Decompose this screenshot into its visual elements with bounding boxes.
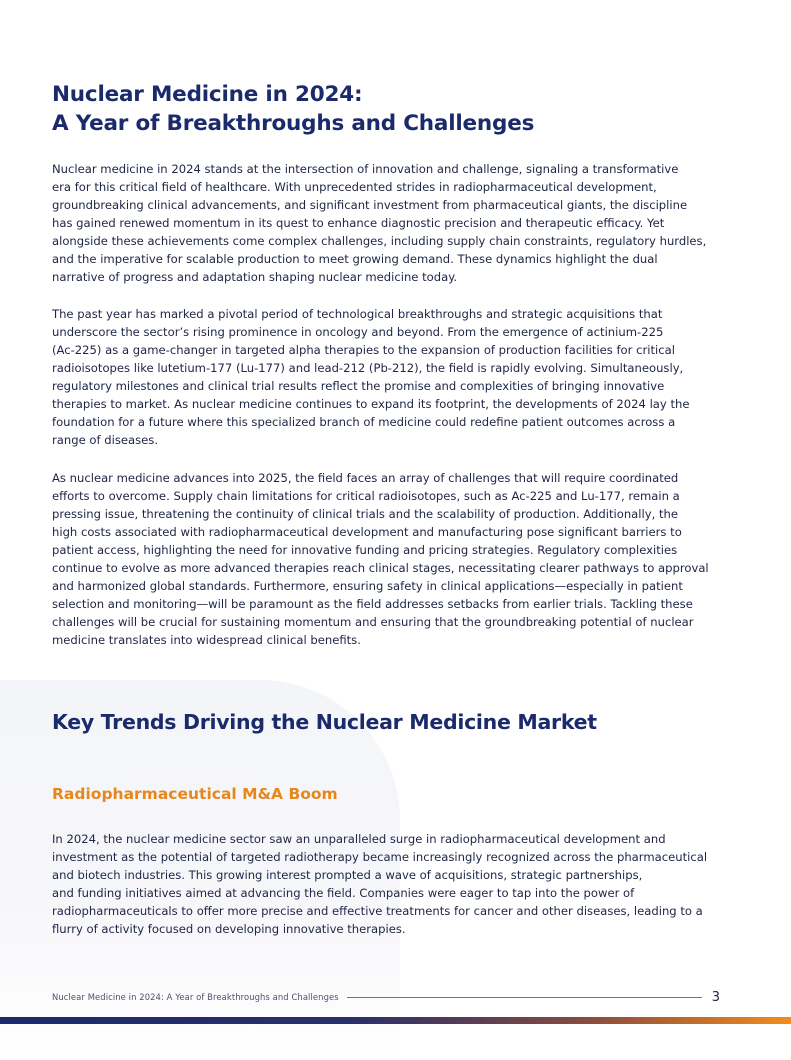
paragraph-line: challenges will be crucial for sustaining momentum and ensuring that the groundbreaking potential of nuclear bbox=[52, 615, 694, 630]
subsection-heading: Radiopharmaceutical M&A Boom bbox=[52, 785, 338, 803]
paragraph-line: regulatory milestones and clinical trial results reflect the promise and complexities of bringing innovative bbox=[52, 379, 665, 394]
paragraph-line: As nuclear medicine advances into 2025, the field faces an array of challenges that will require coordinated bbox=[52, 471, 679, 485]
paragraph-line: underscore the sector’s rising prominence in oncology and beyond. From the emergence of actinium-225 bbox=[52, 325, 664, 340]
second-paragraph bbox=[52, 305, 744, 449]
paragraph-line: continue to evolve as more advanced therapies reach clinical stages, necessitating clearer pathways to approval bbox=[52, 561, 709, 576]
paragraph-line: flurry of activity focused on developing innovative therapies. bbox=[52, 922, 406, 937]
paragraph-line: and the imperative for scalable production to meet growing demand. These dynamics highlight the dual bbox=[52, 252, 658, 267]
paragraph-line: In 2024, the nuclear medicine sector saw an unparalleled surge in radiopharmaceutical development and bbox=[52, 832, 666, 846]
paragraph-line: (Ac-225) as a game-changer in targeted alpha therapies to the expansion of production facilities for critical bbox=[52, 343, 675, 358]
paragraph-line: selection and monitoring—will be paramount as the field addresses setbacks from earlier trials. Tackling these bbox=[52, 597, 693, 612]
paragraph-line: era for this critical field of healthcare. With unprecedented strides in radiopharmaceutical development, bbox=[52, 180, 657, 195]
footer-divider bbox=[347, 997, 702, 998]
page-title-line-2: A Year of Breakthroughs and Challenges bbox=[52, 111, 535, 136]
paragraph-line: high costs associated with radiopharmaceutical development and manufacturing pose significant barriers to bbox=[52, 525, 682, 540]
paragraph-line: radioisotopes like lutetium-177 (Lu-177) and lead-212 (Pb-212), the field is rapidly evolving. Simultaneously, bbox=[52, 361, 684, 376]
paragraph-line: narrative of progress and adaptation shaping nuclear medicine today. bbox=[52, 270, 458, 285]
paragraph-line: efforts to overcome. Supply chain limitations for critical radioisotopes, such as Ac-225 and Lu-177, remain a bbox=[52, 489, 680, 504]
page-footer bbox=[52, 989, 720, 1005]
paragraph-line: and biotech industries. This growing interest prompted a wave of acquisitions, strategic partnerships, bbox=[52, 868, 643, 883]
paragraph-line: investment as the potential of targeted radiotherapy became increasingly recognized across the pharmaceutical bbox=[52, 850, 708, 865]
paragraph-line: medicine translates into widespread clinical benefits. bbox=[52, 633, 361, 648]
paragraph-line: foundation for a future where this specialized branch of medicine could redefine patient outcomes across a bbox=[52, 415, 676, 430]
paragraph-line: patient access, highlighting the need for innovative funding and pricing strategies. Regulatory complexities bbox=[52, 543, 678, 558]
section-heading: Key Trends Driving the Nuclear Medicine Market bbox=[52, 710, 597, 734]
paragraph-line: groundbreaking clinical advancements, and significant investment from pharmaceutical giants, the discipline bbox=[52, 198, 688, 213]
subsection-paragraph bbox=[52, 830, 744, 938]
page-number: 3 bbox=[711, 989, 720, 1005]
third-paragraph bbox=[52, 469, 744, 649]
paragraph-line: The past year has marked a pivotal period of technological breakthroughs and strategic acquisitions that bbox=[52, 307, 663, 321]
paragraph-line: has gained renewed momentum in its quest to enhance diagnostic precision and therapeutic efficacy. Yet bbox=[52, 216, 665, 231]
paragraph-line: pressing issue, threatening the continuity of clinical trials and the scalability of production. Additionally, the bbox=[52, 507, 678, 522]
paragraph-line: and funding initiatives aimed at advancing the field. Companies were eager to tap into the power of bbox=[52, 886, 635, 901]
paragraph-line: and harmonized global standards. Furthermore, ensuring safety in clinical applications—especially in patient bbox=[52, 579, 683, 594]
intro-paragraph bbox=[52, 160, 744, 286]
bottom-gradient-bar bbox=[0, 1017, 791, 1024]
page-title bbox=[52, 80, 534, 138]
footer-title: Nuclear Medicine in 2024: A Year of Breakthroughs and Challenges bbox=[52, 992, 339, 1002]
paragraph-line: therapies to market. As nuclear medicine continues to expand its footprint, the developments of 2024 lay the bbox=[52, 397, 690, 412]
page-title-line-1: Nuclear Medicine in 2024: bbox=[52, 82, 363, 107]
paragraph-line: range of diseases. bbox=[52, 433, 159, 448]
paragraph-line: radiopharmaceuticals to offer more precise and effective treatments for cancer and other diseases, leading to a bbox=[52, 904, 703, 919]
paragraph-line: Nuclear medicine in 2024 stands at the intersection of innovation and challenge, signaling a transformative bbox=[52, 162, 679, 176]
paragraph-line: alongside these achievements come complex challenges, including supply chain constraints, regulatory hurdles, bbox=[52, 234, 707, 249]
